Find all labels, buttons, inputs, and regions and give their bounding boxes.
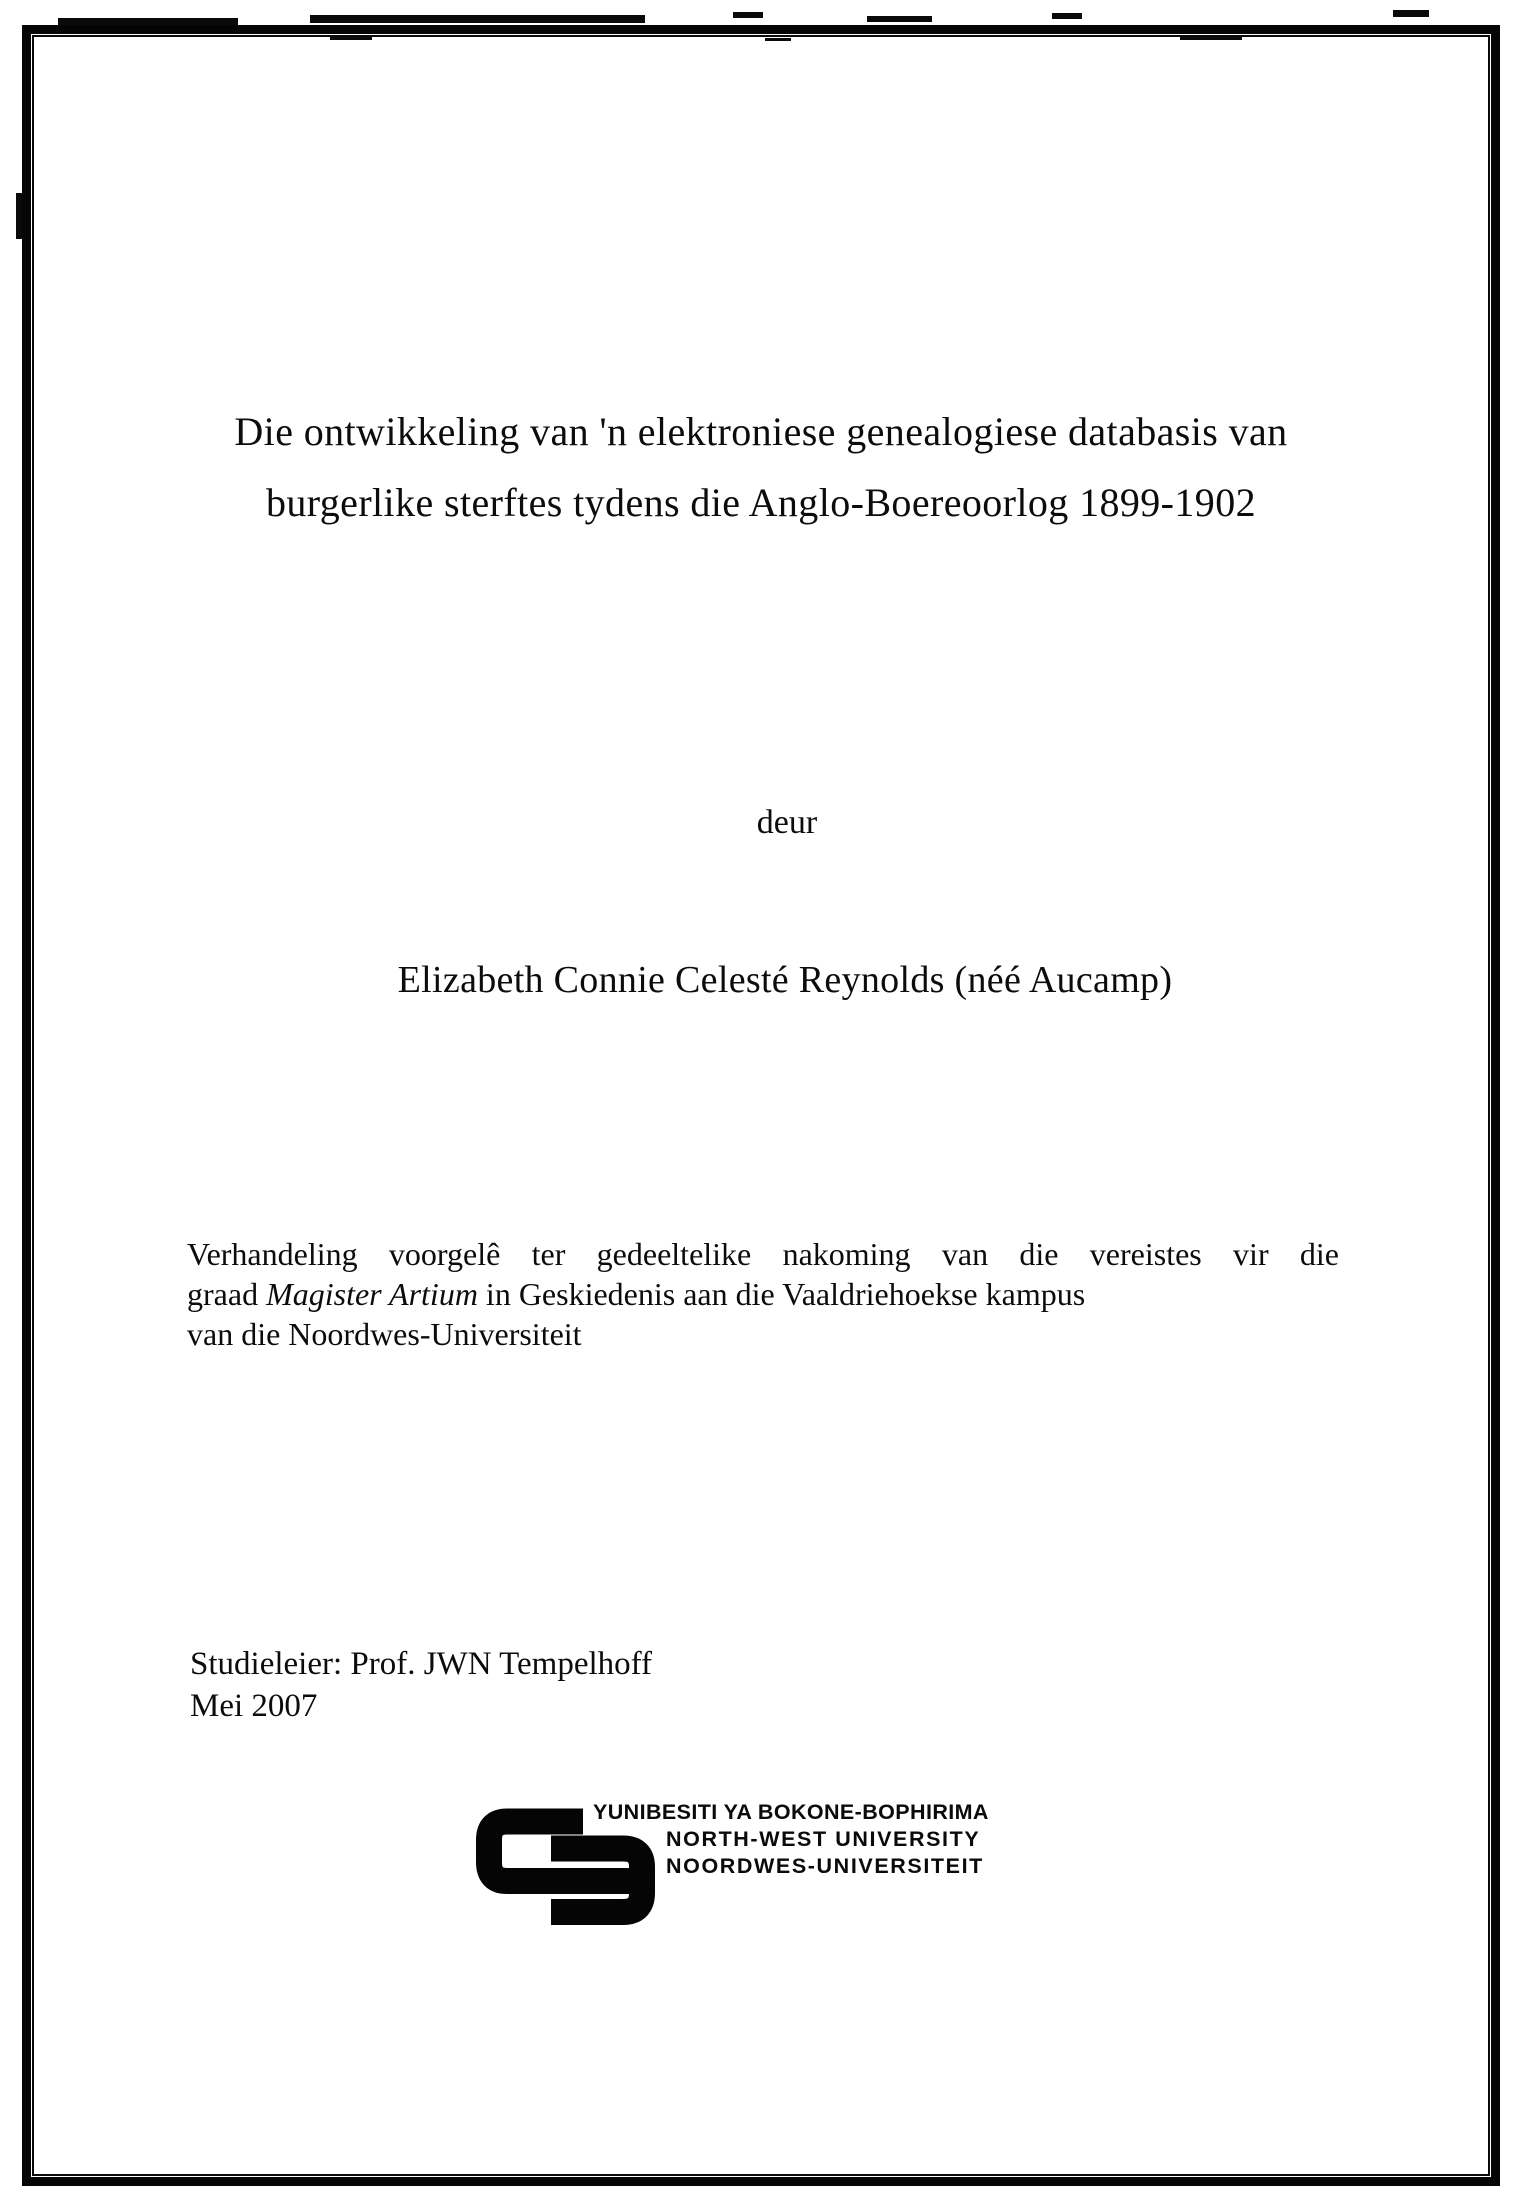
logo-text-english: NORTH-WEST UNIVERSITY — [666, 1827, 981, 1851]
logo-text-afrikaans: NOORDWES-UNIVERSITEIT — [666, 1854, 984, 1878]
thesis-title-line1: Die ontwikkeling van 'n elektroniese genealogiese databasis van — [234, 409, 1288, 454]
university-logo — [471, 1798, 1091, 1928]
declaration-line2-pre: graad — [187, 1276, 267, 1312]
scan-speck — [58, 18, 238, 25]
degree-declaration — [187, 1234, 1339, 1354]
scan-speck — [867, 16, 932, 22]
supervisor-line: Studieleier: Prof. JWN Tempelhoff — [190, 1646, 653, 1682]
byline-label: deur — [756, 804, 818, 841]
declaration-line2 — [187, 1274, 1339, 1314]
scan-speck — [733, 12, 763, 18]
supervisor-block — [190, 1643, 652, 1727]
university-logo-text — [593, 1799, 989, 1880]
declaration-line1: Verhandeling voorgelê ter gedeeltelike nakoming van die vereistes vir die — [187, 1236, 1339, 1272]
degree-name-italic: Magister Artium — [266, 1276, 478, 1312]
declaration-line3: van die Noordwes-Universiteit — [187, 1316, 582, 1352]
scan-speck — [1052, 13, 1082, 19]
scan-speck — [1393, 10, 1429, 17]
logo-text-setswana: YUNIBESITI YA BOKONE-BOPHIRIMA — [593, 1800, 989, 1824]
thesis-title — [22, 396, 1500, 538]
date-line: Mei 2007 — [190, 1688, 318, 1724]
declaration-line2-post: in Geskiedenis aan die Vaaldriehoekse kampus — [477, 1276, 1086, 1312]
scan-speck — [310, 15, 645, 23]
thesis-title-line2: burgerlike sterftes tydens die Anglo-Boereoorlog 1899-1902 — [265, 480, 1257, 525]
author-name: Elizabeth Connie Celesté Reynolds (néé Aucamp) — [397, 959, 1173, 1001]
